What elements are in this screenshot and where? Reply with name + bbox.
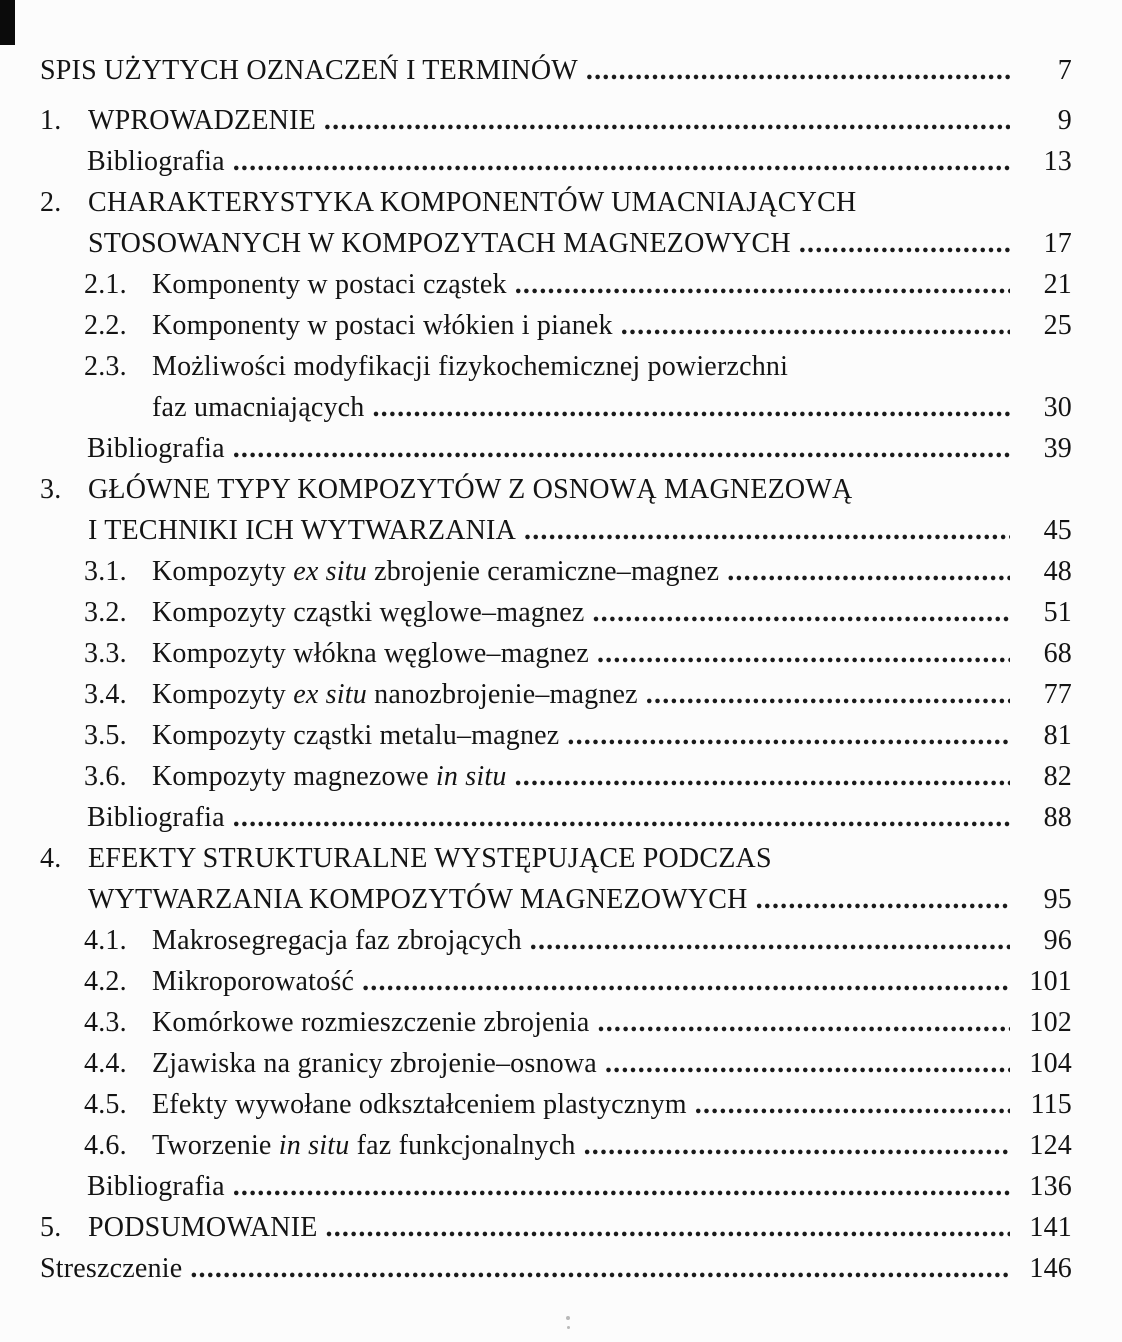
- toc-entry: [84, 1043, 1072, 1084]
- toc-entry: [87, 428, 1072, 469]
- entry-page-number: 141: [1029, 1212, 1072, 1243]
- entry-page-number: 9: [1057, 105, 1072, 136]
- dot-leader: [326, 1207, 1010, 1248]
- dot-leader: [586, 50, 1010, 91]
- entry-title: [152, 1084, 687, 1125]
- toc-entry-line: [40, 469, 1072, 510]
- entry-page-number: 48: [1043, 556, 1072, 587]
- entry-title: [87, 141, 225, 182]
- toc-entry: [87, 1166, 1072, 1207]
- entry-title: [88, 182, 856, 223]
- entry-page-number: 81: [1043, 720, 1072, 751]
- entry-number: 3.1.: [84, 556, 127, 587]
- entry-title: [152, 920, 522, 961]
- toc-entry-line: [84, 961, 1072, 1002]
- entry-title: [88, 510, 516, 551]
- toc-entry-line: [84, 633, 1072, 674]
- entry-title-segment: Kompozyty włókna węglowe–magnez: [152, 638, 589, 669]
- toc-entry: [84, 346, 1072, 428]
- toc-entry: [84, 961, 1072, 1002]
- entry-title-segment: STOSOWANYCH W KOMPOZYTACH MAGNEZOWYCH: [88, 228, 791, 259]
- entry-title: [152, 961, 354, 1002]
- entry-title-segment: faz funkcjonalnych: [349, 1130, 576, 1161]
- entry-number: 4.1.: [84, 925, 127, 956]
- toc-entry-line: [87, 1166, 1072, 1207]
- entry-page-number: 146: [1029, 1253, 1072, 1284]
- entry-title-segment: Bibliografia: [87, 802, 225, 833]
- entry-title-segment: Mikroporowatość: [152, 966, 355, 997]
- toc-entry: [40, 838, 1072, 920]
- entry-title: [88, 469, 852, 510]
- entry-title-segment: Kompozyty: [152, 556, 294, 587]
- scan-speck: [567, 1326, 570, 1329]
- toc-entry-line: [40, 50, 1072, 91]
- entry-title: [152, 387, 364, 428]
- entry-title-segment: Makrosegregacja faz zbrojących: [152, 925, 522, 956]
- toc-entry: [40, 100, 1072, 141]
- entry-number: 4.4.: [84, 1048, 127, 1079]
- dot-leader: [621, 305, 1010, 346]
- toc-entry-line: [84, 346, 1072, 387]
- entry-title-segment: Kompozyty cząstki węglowe–magnez: [152, 597, 585, 628]
- dot-leader: [515, 264, 1010, 305]
- toc-entry-line: [40, 100, 1072, 141]
- toc-entry-line: [84, 715, 1072, 756]
- entry-title-segment: zbrojenie ceramiczne–magnez: [366, 556, 720, 587]
- toc-entry-line: [84, 1084, 1072, 1125]
- toc-entry: [87, 141, 1072, 182]
- entry-title-segment: SPIS UŻYTYCH OZNACZEŃ I TERMINÓW: [40, 55, 578, 86]
- toc-entry: [84, 1125, 1072, 1166]
- entry-number: 4.3.: [84, 1007, 127, 1038]
- entry-title: [88, 100, 316, 141]
- scan-speck: [566, 1316, 570, 1320]
- entry-number: 2.1.: [84, 269, 127, 300]
- entry-title-segment: nanozbrojenie–magnez: [366, 679, 638, 710]
- toc-entry-line: [40, 223, 1072, 264]
- toc-entry: [84, 592, 1072, 633]
- entry-page-number: 124: [1029, 1130, 1072, 1161]
- dot-leader: [597, 633, 1010, 674]
- entry-title-italic-segment: in situ: [435, 761, 507, 792]
- entry-title: [152, 305, 613, 346]
- entry-title-italic-segment: ex situ: [293, 679, 367, 710]
- toc-entry-line: [84, 551, 1072, 592]
- entry-page-number: 30: [1043, 392, 1072, 423]
- entry-page-number: 102: [1029, 1007, 1072, 1038]
- dot-leader: [727, 551, 1010, 592]
- toc-entry: [40, 50, 1072, 91]
- dot-leader: [233, 428, 1010, 469]
- entry-title-segment: CHARAKTERYSTYKA KOMPONENTÓW UMACNIAJĄCYCH: [88, 187, 857, 218]
- dot-leader: [605, 1043, 1010, 1084]
- entry-number: 4.2.: [84, 966, 127, 997]
- entry-title: [40, 1248, 182, 1289]
- toc-entry-line: [84, 592, 1072, 633]
- entry-number: 2.2.: [84, 310, 127, 341]
- dot-leader: [530, 920, 1010, 961]
- entry-title-segment: PODSUMOWANIE: [88, 1212, 318, 1243]
- entry-page-number: 13: [1043, 146, 1072, 177]
- entry-page-number: 77: [1043, 679, 1072, 710]
- scan-artifact-corner-bar: [0, 0, 15, 45]
- entry-number: 3.2.: [84, 597, 127, 628]
- toc-entry-line: [40, 838, 1072, 879]
- dot-leader: [190, 1248, 1010, 1289]
- dot-leader: [567, 715, 1010, 756]
- toc-entry: [40, 1207, 1072, 1248]
- entry-page-number: 136: [1029, 1171, 1072, 1202]
- entry-title: [88, 223, 791, 264]
- entry-title-segment: Streszczenie: [40, 1253, 183, 1284]
- entry-page-number: 96: [1043, 925, 1072, 956]
- dot-leader: [233, 141, 1010, 182]
- entry-title: [152, 592, 584, 633]
- dot-leader: [646, 674, 1010, 715]
- entry-number: 2.: [40, 187, 62, 218]
- toc-entry-line: [40, 1248, 1072, 1289]
- entry-title: [152, 674, 638, 715]
- entry-page-number: 82: [1043, 761, 1072, 792]
- entry-page-number: 101: [1029, 966, 1072, 997]
- entry-number: 1.: [40, 105, 62, 136]
- entry-title-segment: Komponenty w postaci włókien i pianek: [152, 310, 613, 341]
- entry-title-segment: Komórkowe rozmieszczenie zbrojenia: [152, 1007, 590, 1038]
- dot-leader: [584, 1125, 1010, 1166]
- toc-entry: [84, 756, 1072, 797]
- entry-title: [152, 1002, 590, 1043]
- dot-leader: [372, 387, 1010, 428]
- entry-title-segment: GŁÓWNE TYPY KOMPOZYTÓW Z OSNOWĄ MAGNEZOWĄ: [88, 474, 853, 505]
- entry-title-segment: Zjawiska na granicy zbrojenie–osnowa: [152, 1048, 597, 1079]
- entry-title: [87, 1166, 225, 1207]
- dot-leader: [524, 510, 1010, 551]
- entry-number: 3.6.: [84, 761, 127, 792]
- entry-title: [152, 264, 507, 305]
- entry-number: 3.4.: [84, 679, 127, 710]
- toc-entry-line: [40, 1207, 1072, 1248]
- toc-entry: [40, 1248, 1072, 1289]
- toc-entry: [87, 797, 1072, 838]
- toc-entry-line: [84, 756, 1072, 797]
- dot-leader: [362, 961, 1010, 1002]
- entry-title-segment: Bibliografia: [87, 146, 225, 177]
- toc-entry-line: [84, 1043, 1072, 1084]
- entry-page-number: 7: [1057, 55, 1072, 86]
- entry-title-segment: WPROWADZENIE: [88, 105, 316, 136]
- entry-title: [152, 715, 559, 756]
- toc-entry-line: [40, 182, 1072, 223]
- entry-title: [152, 756, 507, 797]
- entry-page-number: 17: [1043, 228, 1072, 259]
- entry-title-segment: Tworzenie: [152, 1130, 279, 1161]
- entry-number: 4.5.: [84, 1089, 127, 1120]
- entry-page-number: 39: [1043, 433, 1072, 464]
- dot-leader: [324, 100, 1010, 141]
- dot-leader: [598, 1002, 1011, 1043]
- entry-title: [87, 428, 225, 469]
- entry-title-segment: Kompozyty: [152, 679, 294, 710]
- toc-entry: [84, 633, 1072, 674]
- entry-number: 3.3.: [84, 638, 127, 669]
- entry-title: [152, 1125, 576, 1166]
- entry-title-segment: Komponenty w postaci cząstek: [152, 269, 507, 300]
- toc-entry: [84, 264, 1072, 305]
- toc-entry: [84, 1084, 1072, 1125]
- toc-entry-line: [40, 510, 1072, 551]
- entry-page-number: 21: [1043, 269, 1072, 300]
- toc-entry-line: [84, 920, 1072, 961]
- entry-page-number: 88: [1043, 802, 1072, 833]
- entry-number: 3.: [40, 474, 62, 505]
- entry-title: [152, 346, 788, 387]
- toc-entry-line: [84, 305, 1072, 346]
- entry-title-segment: Kompozyty cząstki metalu–magnez: [152, 720, 560, 751]
- toc-entry: [84, 1002, 1072, 1043]
- entry-title: [88, 1207, 318, 1248]
- toc-entry-line: [87, 797, 1072, 838]
- dot-leader: [695, 1084, 1010, 1125]
- entry-title-segment: Efekty wywołane odkształceniem plastycznym: [152, 1089, 687, 1120]
- entry-number: 5.: [40, 1212, 62, 1243]
- toc-entry-line: [84, 1125, 1072, 1166]
- entry-title-segment: I TECHNIKI ICH WYTWARZANIA: [88, 515, 516, 546]
- entry-page-number: 45: [1043, 515, 1072, 546]
- entry-number: 4.: [40, 843, 62, 874]
- entry-title-segment: Możliwości modyfikacji fizykochemicznej powierzchni: [152, 351, 789, 382]
- toc-entry-line: [87, 141, 1072, 182]
- entry-page-number: 68: [1043, 638, 1072, 669]
- toc-entry: [84, 920, 1072, 961]
- entry-page-number: 51: [1043, 597, 1072, 628]
- entry-title-italic-segment: in situ: [278, 1130, 350, 1161]
- dot-leader: [756, 879, 1010, 920]
- toc-entry: [84, 305, 1072, 346]
- entry-title-segment: EFEKTY STRUKTURALNE WYSTĘPUJĄCE PODCZAS: [88, 843, 772, 874]
- toc-entry-line: [84, 387, 1072, 428]
- toc-entry: [40, 469, 1072, 551]
- entry-title: [88, 879, 748, 920]
- entry-page-number: 115: [1030, 1089, 1072, 1120]
- toc-entry: [84, 551, 1072, 592]
- entry-title: [40, 50, 578, 91]
- dot-leader: [592, 592, 1010, 633]
- dot-leader: [233, 797, 1010, 838]
- entry-page-number: 25: [1043, 310, 1072, 341]
- table-of-contents: [40, 50, 1072, 1289]
- dot-leader: [799, 223, 1010, 264]
- entry-title-segment: WYTWARZANIA KOMPOZYTÓW MAGNEZOWYCH: [88, 884, 748, 915]
- entry-number: 4.6.: [84, 1130, 127, 1161]
- entry-number: 2.3.: [84, 351, 127, 382]
- toc-entry: [84, 674, 1072, 715]
- dot-leader: [233, 1166, 1010, 1207]
- entry-title: [152, 633, 589, 674]
- toc-entry-line: [84, 1002, 1072, 1043]
- entry-page-number: 104: [1029, 1048, 1072, 1079]
- entry-page-number: 95: [1043, 884, 1072, 915]
- entry-title: [87, 797, 225, 838]
- dot-leader: [515, 756, 1010, 797]
- toc-entry-line: [84, 674, 1072, 715]
- entry-title-segment: Kompozyty magnezowe: [152, 761, 436, 792]
- toc-entry: [84, 715, 1072, 756]
- entry-title-segment: Bibliografia: [87, 433, 225, 464]
- entry-title: [152, 1043, 597, 1084]
- toc-entry-line: [84, 264, 1072, 305]
- toc-entry-line: [87, 428, 1072, 469]
- entry-title-italic-segment: ex situ: [293, 556, 367, 587]
- toc-entry-line: [40, 879, 1072, 920]
- entry-title: [152, 551, 719, 592]
- toc-entry: [40, 182, 1072, 264]
- entry-title: [88, 838, 772, 879]
- entry-number: 3.5.: [84, 720, 127, 751]
- entry-title-segment: faz umacniających: [152, 392, 365, 423]
- entry-title-segment: Bibliografia: [87, 1171, 225, 1202]
